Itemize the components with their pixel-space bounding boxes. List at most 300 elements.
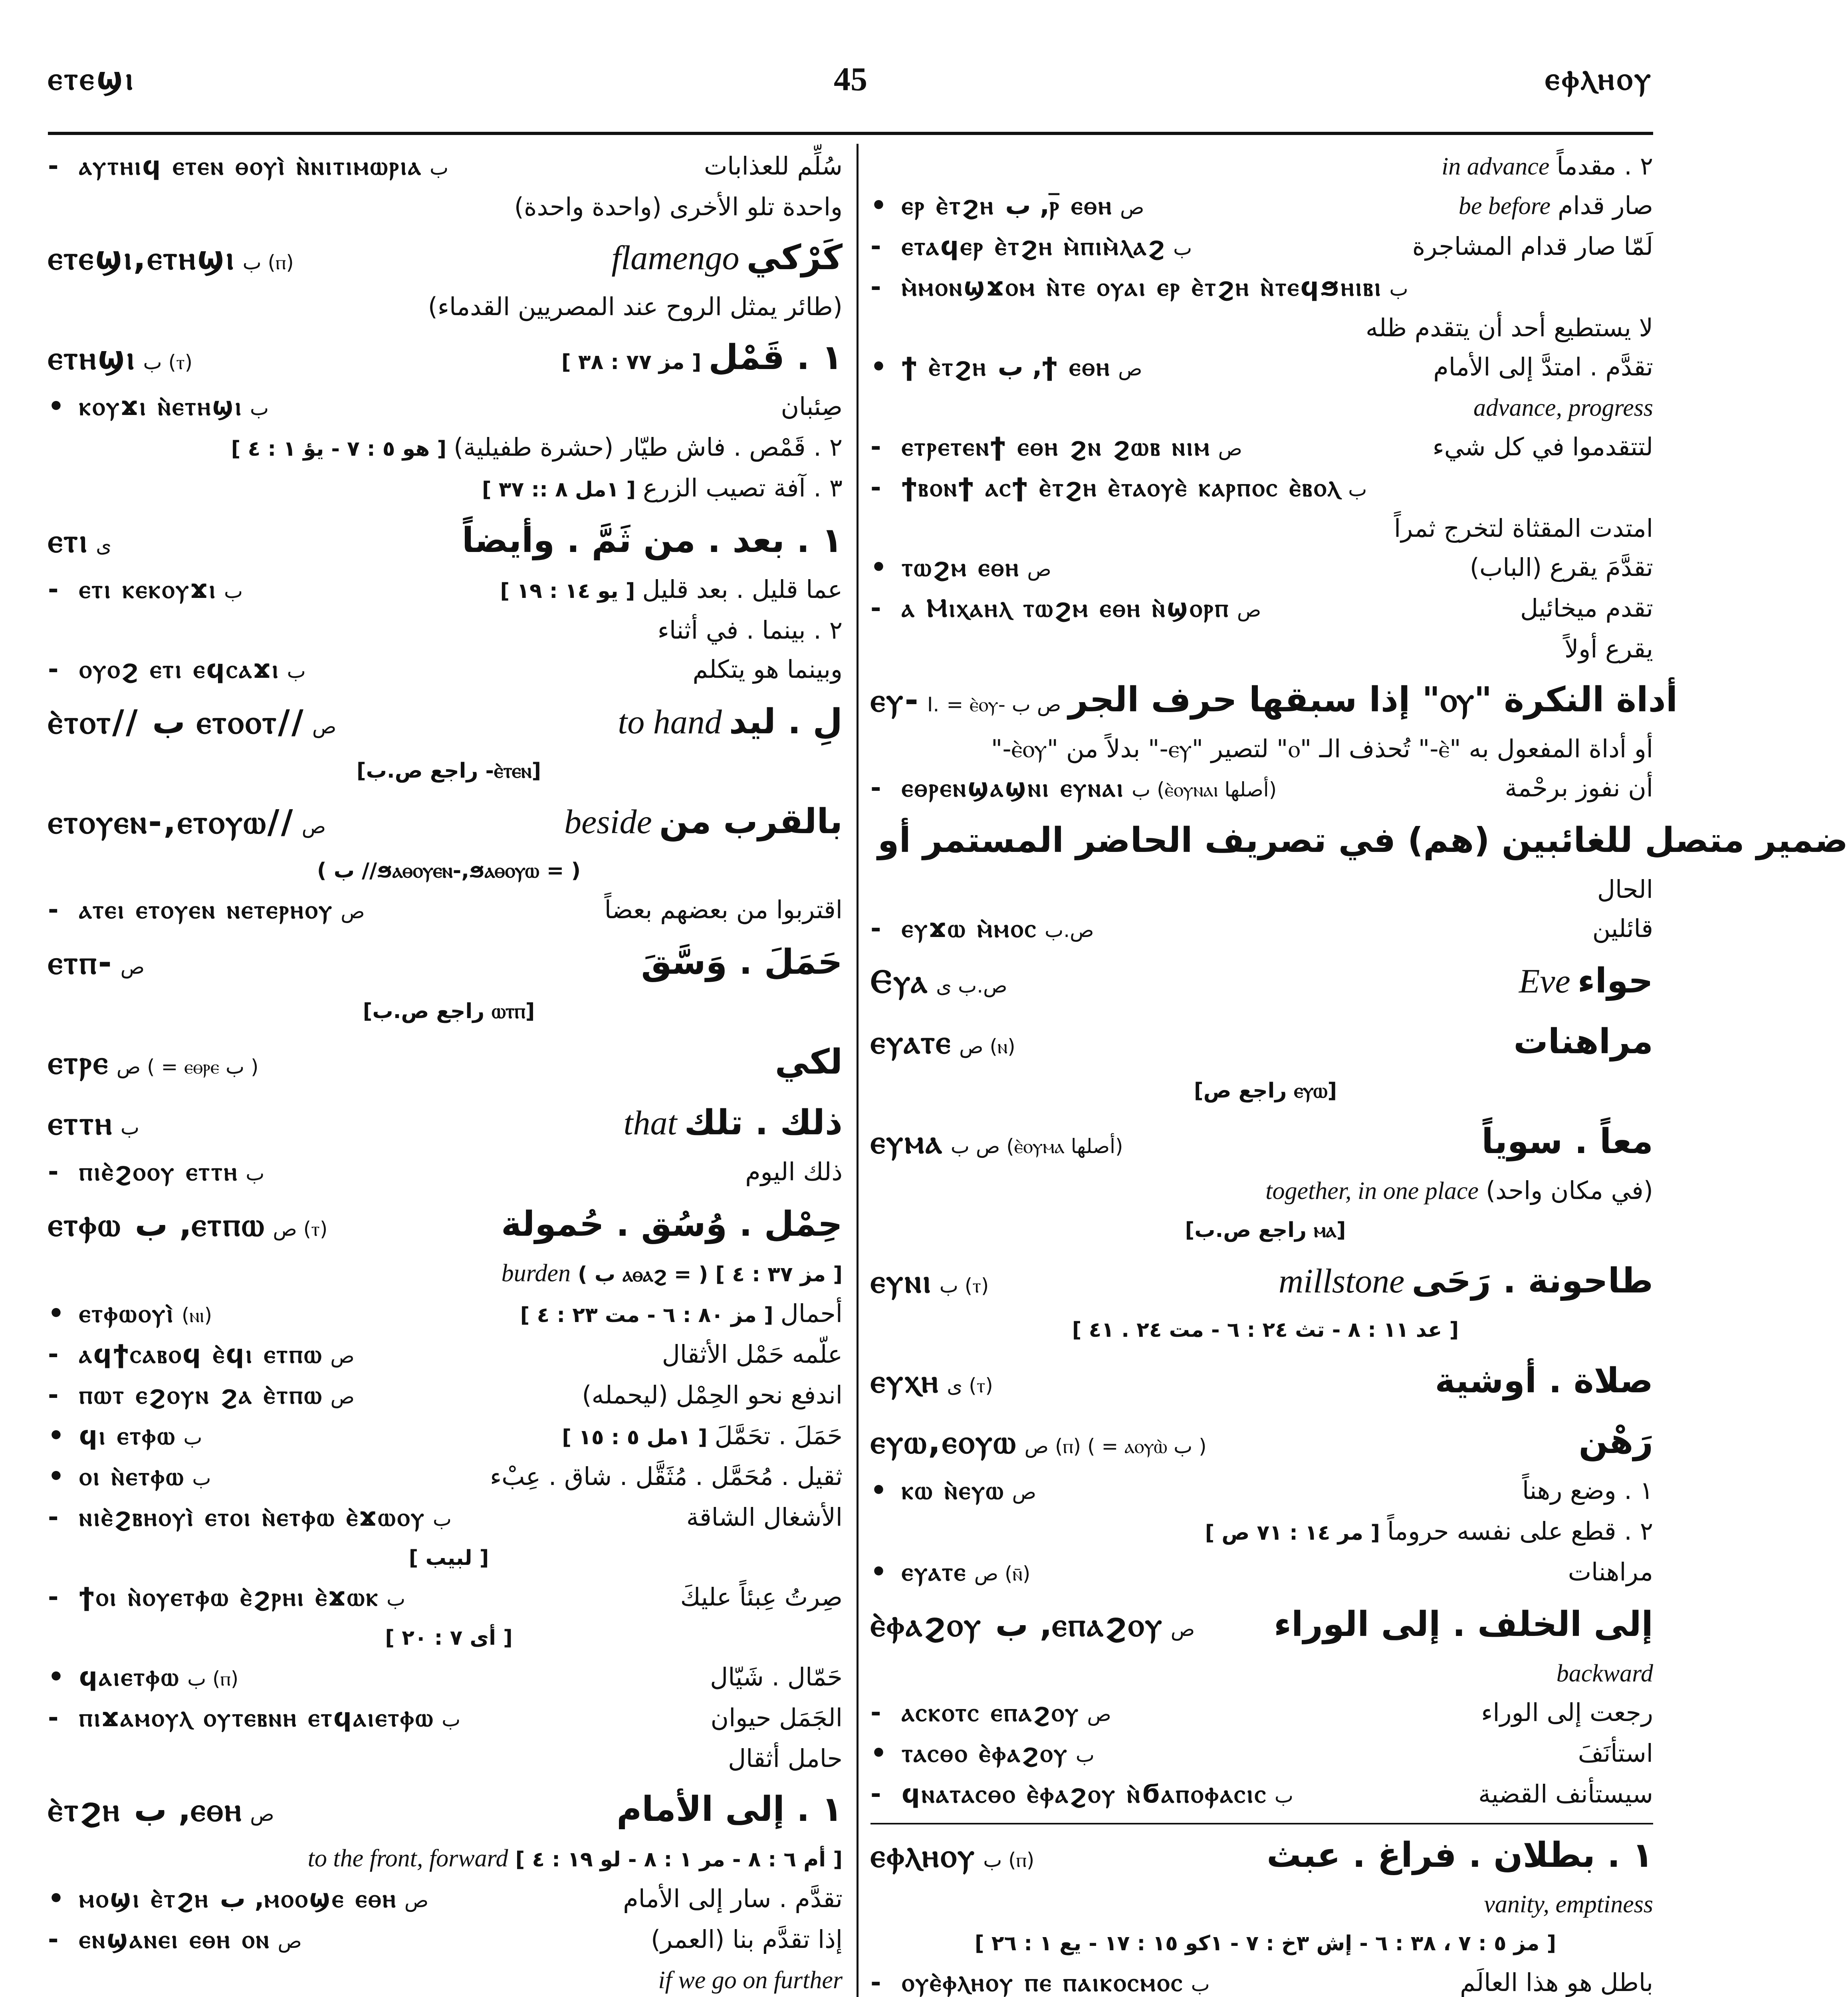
bullet-dot-icon: • — [48, 1421, 64, 1451]
line-left-part — [870, 1358, 993, 1409]
entry-sub-line — [870, 549, 1653, 588]
line-right-part — [605, 891, 843, 928]
line-left-part — [870, 677, 1061, 728]
line-left-part — [48, 651, 306, 689]
line-left-part — [48, 1699, 460, 1738]
english-gloss: in advance — [1442, 153, 1550, 180]
coptic-headword: ⲉⲩⲁⲧⲉ — [870, 1023, 952, 1061]
arabic-gloss: الحال — [1597, 875, 1653, 904]
entry-sub-line — [48, 1417, 843, 1456]
arabic-gloss: ٢ . مقدماً — [1557, 151, 1653, 181]
coptic-headword: ⲉ̀ⲫⲁϩⲟⲩ ب ,ⲉⲡⲁϩⲟⲩ — [870, 1606, 1164, 1644]
dialect-tag: ب (ⲉ̀ⲟⲩⲛⲁⲓ أصلها) — [1132, 778, 1277, 801]
coptic-phrase: ϥⲓ ⲉⲧⲫⲱ — [79, 1421, 176, 1451]
dictionary-entry — [48, 148, 843, 225]
coptic-headword: ⲉⲧⲉϣⲓ,ⲉⲧⲏϣⲓ — [48, 239, 236, 277]
arabic-gloss: ذلك . تلك — [684, 1103, 843, 1143]
entry-headword-line — [870, 1418, 1653, 1470]
entry-headword-line — [870, 1357, 1653, 1409]
english-gloss: that — [623, 1104, 677, 1142]
bullet-dash-icon: - — [870, 232, 881, 261]
coptic-headword: ⲉⲩⲙⲁ — [870, 1123, 944, 1161]
coptic-headword: ⲉ̀ⲧϩⲏ ب ,ⲉⲑⲏ — [48, 1791, 243, 1829]
arabic-gloss: ١ . بعد . من ثَمَّ . وأيضاً — [462, 520, 843, 560]
line-right-part — [1597, 871, 1653, 908]
line-left-part — [48, 148, 448, 186]
coptic-phrase: ⲙ̀ⲙⲟⲛϣϫⲟⲙ ⲛ̀ⲧⲉ ⲟⲩⲁⲓ ⲉⲣ ⲉ̀ⲧϩⲏ ⲛ̀ⲧⲉϥϧⲏⲓⲃⲓ — [902, 272, 1382, 302]
dictionary-entry — [48, 1038, 843, 1090]
arabic-gloss: تقدَّم . امتدَّ إلى الأمام — [1433, 352, 1653, 381]
scripture-reference: [ أى ٧ : ٢٠ ] — [385, 1626, 513, 1650]
arabic-gloss: أو أداة المفعول به "ⲉ̀-" تُحذف الـ "ⲟ" لتصير "ⲉⲩ-" بدلاً من "ⲉ̀ⲟⲩ-" — [991, 734, 1653, 763]
coptic-headword: ⲉ̀ⲧⲟⲧ// ب ⲉⲧⲟⲟⲧ// — [48, 703, 305, 741]
bullet-dot-icon: • — [870, 1476, 887, 1505]
line-right-part — [1433, 349, 1653, 385]
english-gloss: Eve — [1519, 962, 1570, 1000]
line-right-part — [1484, 1886, 1653, 1923]
dialect-tag: (ⲛⲓ) — [181, 1304, 212, 1327]
entry-sub-line — [870, 469, 1653, 508]
bullet-dash-icon: - — [48, 1703, 59, 1733]
line-left-part — [48, 1417, 202, 1456]
entry-sub-line — [48, 1620, 843, 1656]
entry-sub-line — [48, 1840, 843, 1878]
line-left-part — [870, 1419, 1207, 1470]
line-left-part — [870, 1694, 1111, 1733]
arabic-gloss: تقدَّمَ يقرع (الباب) — [1469, 553, 1653, 582]
dialect-tag: ب — [432, 1507, 452, 1531]
line-right-part — [363, 993, 535, 1030]
line-right-part — [1481, 1694, 1653, 1731]
coptic-phrase: ⲕⲟⲩϫⲓ ⲛ̀ⲉⲧⲏϣⲓ — [79, 392, 243, 421]
coptic-phrase: ⲉⲣ ⲉ̀ⲧϩⲏ ب ,ⲣ̅ ⲉⲑⲏ — [902, 191, 1113, 220]
english-gloss: burden — [501, 1260, 571, 1287]
arabic-gloss: لَمّا صار قدام المشاجرة — [1412, 232, 1653, 261]
line-left-part — [48, 1579, 405, 1617]
line-right-part — [1072, 1312, 1459, 1348]
line-right-part — [409, 1540, 489, 1576]
arabic-gloss: كَرْكي — [746, 238, 843, 278]
dialect-tag: ب — [183, 1426, 202, 1449]
arabic-gloss: سيستأنف القضية — [1478, 1779, 1653, 1808]
dictionary-entry — [48, 698, 843, 789]
coptic-phrase: ϯⲃⲟⲛϯ ⲁⲥϯ ⲉ̀ⲧϩⲏ ⲉ̀ⲧⲁⲟⲩⲉ̀ ⲕⲁⲣⲡⲟⲥ ⲉ̀ⲃⲟⲗ — [902, 473, 1341, 502]
entry-sub-line — [48, 189, 843, 225]
arabic-gloss: يقرع أولاً — [1564, 634, 1653, 663]
line-left-part — [870, 770, 1277, 808]
line-right-part — [1433, 429, 1653, 465]
entry-sub-line — [870, 1472, 1653, 1511]
entry-sub-line — [48, 1255, 843, 1293]
bullet-dot-icon: • — [870, 1739, 887, 1768]
scripture-reference: [ ١مل ٨ :: ٣٧ ] — [482, 478, 636, 502]
entry-sub-line — [870, 148, 1653, 185]
entry-sub-line — [870, 1964, 1653, 1997]
coptic-phrase: ⲉⲧⲣⲉⲧⲉⲛϯ ⲉⲑⲏ ϩⲛ ϩⲱⲃ ⲛⲓⲙ — [902, 432, 1211, 462]
line-right-part — [385, 1620, 513, 1656]
line-left-part — [48, 939, 145, 991]
line-left-part — [870, 469, 1367, 508]
entry-sub-line — [48, 1579, 843, 1617]
line-left-part — [48, 891, 365, 930]
coptic-headword: ⲉⲧⲣⲉ — [48, 1044, 109, 1082]
line-right-part — [704, 148, 843, 185]
coptic-headword: ⲉⲧⲓ — [48, 522, 89, 560]
line-left-part — [870, 958, 1007, 1009]
scripture-reference: [ عد ١١ : ٨ - تث ٢٤ : ٦ - مت ٢٤ . ٤١ ] — [1072, 1318, 1459, 1342]
line-right-part — [1473, 389, 1653, 426]
entry-sub-line — [870, 1554, 1653, 1592]
line-left-part — [870, 269, 1408, 307]
entry-sub-line — [48, 1540, 843, 1576]
dialect-tag: ب (ⲡ) — [983, 1848, 1035, 1872]
bullet-dash-icon: - — [870, 272, 881, 302]
entry-sub-line — [48, 1153, 843, 1192]
entry-sub-line — [48, 1740, 843, 1777]
arabic-gloss: أداة النكرة "ⲟⲩ" إذا سبقها حرف الجر — [1068, 680, 1678, 720]
arabic-gloss: مراهنات — [1568, 1557, 1653, 1586]
line-right-part — [686, 1499, 843, 1536]
line-right-part — [1578, 1418, 1653, 1465]
line-right-part — [520, 1295, 843, 1334]
dialect-tag: ص — [330, 1385, 355, 1408]
entry-headword-line — [870, 1118, 1653, 1170]
dialect-tag: ص ب (ⲉ̀ⲟⲩⲙⲁ أصلها) — [950, 1135, 1123, 1158]
entry-sub-line — [870, 228, 1653, 266]
arabic-gloss: تقدم ميخائيل — [1520, 594, 1653, 623]
arabic-gloss: اندفع نحو الحِمْل (ليحمله) — [582, 1380, 843, 1409]
coptic-phrase: ⲡⲱⲧ ⲉϩⲟⲩⲛ ϩⲁ ⲉ̀ⲧⲡⲱ — [79, 1380, 323, 1410]
arabic-gloss: ١ . بطلان . فراغ . عبث — [1267, 1835, 1653, 1875]
entry-sub-line — [48, 1962, 843, 1997]
entry-sub-line — [48, 612, 843, 649]
line-left-part — [48, 388, 269, 427]
line-right-part — [775, 1038, 843, 1086]
page-header — [48, 60, 1653, 124]
entry-sub-line — [48, 1880, 843, 1919]
entry-sub-line — [870, 1735, 1653, 1773]
line-left-part — [870, 1602, 1195, 1653]
dialect-tag: ب — [387, 1587, 406, 1610]
line-right-part — [1459, 187, 1653, 224]
line-left-part — [870, 349, 1142, 387]
dialect-tag: ب — [224, 580, 243, 603]
line-left-part — [870, 1019, 1015, 1070]
line-left-part — [48, 1295, 212, 1334]
entry-sub-line — [48, 1377, 843, 1415]
line-right-part — [231, 429, 843, 467]
arabic-gloss: صِئبان — [781, 392, 843, 421]
english-gloss: to the front, forward — [307, 1845, 508, 1872]
scripture-reference: [ مز ٥ : ٧ ، ٣٨ : ٦ - إش ٣خ : ٧ - ١كو ١٥ : ١٧ - يع ١ : ٢٦ ] — [974, 1931, 1557, 1955]
english-gloss: be before — [1458, 193, 1551, 220]
dialect-tag: ص — [312, 715, 337, 738]
dialect-tag: ص — [120, 955, 145, 979]
line-right-part — [562, 1417, 843, 1456]
line-right-part — [1366, 310, 1653, 346]
entry-sub-line — [48, 1659, 843, 1697]
header-left-guideword: ⲉⲧⲉϣⲓ — [48, 60, 136, 97]
coptic-headword: ⲉⲩ- — [870, 681, 920, 719]
line-left-part — [48, 1458, 211, 1497]
dictionary-entry — [870, 1257, 1653, 1348]
entry-sub-line — [870, 389, 1653, 426]
line-right-part — [1205, 1513, 1653, 1551]
bullet-dash-icon: - — [870, 1698, 881, 1727]
coptic-phrase: ⲁⲩⲧⲏⲓϥ ⲉⲧⲉⲛ ⲑⲟⲩⲓ̀ ⲛ̀ⲛⲓⲧⲓⲙⲱⲣⲓⲁ — [79, 151, 422, 181]
line-right-part — [1394, 510, 1653, 547]
arabic-gloss: معاً . سوياً — [1481, 1122, 1653, 1161]
dialect-tag: ص — [250, 1802, 274, 1826]
entry-headword-line — [48, 517, 843, 569]
line-right-part — [502, 1255, 843, 1293]
arabic-gloss: أحمال — [780, 1299, 843, 1328]
line-left-part — [870, 1832, 1034, 1884]
line-right-part — [500, 571, 843, 609]
dialect-tag: ص.ب — [1045, 919, 1094, 942]
dictionary-entry — [870, 1357, 1653, 1409]
line-right-part — [1265, 1172, 1653, 1209]
dictionary-entry — [48, 798, 843, 930]
bullet-dash-icon: - — [48, 1503, 59, 1532]
entry-sub-line — [870, 770, 1653, 808]
coptic-phrase: ⲟⲩⲉ̀ⲫⲗⲏⲟⲩ ⲡⲉ ⲡⲁⲓⲕⲟⲥⲙⲟⲥ — [902, 1968, 1184, 1997]
dialect-tag: ص — [330, 1344, 355, 1368]
english-gloss: backward — [1556, 1660, 1653, 1687]
line-right-part — [991, 731, 1653, 767]
coptic-headword: ⲉⲧⲟⲩⲉⲛ-,ⲉⲧⲟⲩⲱ// — [48, 803, 295, 841]
line-left-part — [870, 1735, 1095, 1773]
dictionary-entry — [48, 939, 843, 1030]
bullet-dot-icon: • — [870, 352, 887, 382]
entry-sub-line — [48, 470, 843, 508]
bullet-dot-icon: • — [870, 1557, 887, 1587]
entry-sub-line — [870, 631, 1653, 667]
line-right-part — [1460, 1964, 1653, 1997]
line-left-part — [870, 549, 1051, 588]
entry-sub-line — [48, 288, 843, 325]
line-right-part — [1513, 1018, 1653, 1065]
arabic-gloss: حِمْل . وُسُق . حُمولة — [501, 1204, 843, 1244]
coptic-phrase: ⲛⲓⲉ̀ϩⲃⲏⲟⲩⲓ̀ ⲉⲧⲟⲓ ⲛ̀ⲉⲧⲫⲱ ⲉ̀ϫⲱⲟⲩ — [79, 1503, 426, 1532]
line-right-part — [781, 388, 843, 425]
scripture-reference: [ ١مل ٥ : ١٥ ] — [562, 1425, 708, 1449]
dialect-tag: ب — [442, 1708, 461, 1731]
dictionary-entry — [870, 1418, 1653, 1592]
arabic-gloss: صلاة . أوشية — [1435, 1361, 1653, 1401]
entry-sub-line — [48, 651, 843, 689]
bullet-dash-icon: - — [870, 914, 881, 943]
right-column — [870, 148, 1848, 1997]
dialect-tag: ص (ⲛ) — [959, 1035, 1015, 1058]
arabic-gloss: وبينما هو يتكلم — [692, 655, 843, 684]
line-left-part — [48, 518, 111, 569]
dictionary-entry — [870, 1118, 1653, 1249]
dictionary-entry — [48, 1201, 843, 1777]
line-right-part — [1522, 1472, 1653, 1509]
dialect-tag: ص — [1120, 196, 1144, 219]
entry-headword-line — [870, 1257, 1653, 1309]
entry-sub-line — [48, 429, 843, 467]
arabic-gloss: تقدَّم . سار إلى الأمام — [623, 1884, 843, 1913]
coptic-phrase: ⲉⲛϣⲁⲛⲉⲓ ⲉⲑⲏ ⲟⲛ — [79, 1925, 271, 1954]
bullet-dash-icon: - — [870, 473, 881, 502]
entry-headword-line — [48, 1201, 843, 1253]
entry-sub-line — [48, 148, 843, 186]
arabic-gloss: ذلك اليوم — [745, 1157, 843, 1186]
page-number: 45 — [834, 61, 867, 98]
bullet-dash-icon: - — [48, 1380, 59, 1410]
dialect-tag: ص — [278, 1930, 302, 1953]
scripture-reference: [ أم ٦ : ٨ - مر ١ : ٨ - لو ١٩ : ٤ ] — [515, 1848, 843, 1872]
coptic-headword: Ⲉⲩⲁ — [870, 963, 929, 1000]
scripture-reference: [ⲉ̀ⲧⲉⲛ- راجع ص.ب] — [356, 759, 541, 783]
entry-headword-line — [48, 1038, 843, 1090]
header-rule — [48, 132, 1653, 135]
coptic-phrase: ⲉⲧⲫⲱⲟⲩⲓ̀ — [79, 1299, 174, 1328]
line-right-part — [658, 612, 843, 649]
english-gloss: advance, progress — [1473, 394, 1653, 421]
arabic-gloss: رجعت إلى الوراء — [1481, 1698, 1653, 1727]
entry-sub-line — [48, 852, 843, 889]
dialect-tag: ص ( = ⲉⲑⲣⲉ ب ) — [116, 1055, 259, 1078]
scripture-reference: [ مز ٣٧ : ٤ ] ( = ⲁⲑⲁϩ ب ) — [577, 1263, 843, 1286]
line-right-part — [482, 470, 843, 508]
coptic-phrase: ϥⲁⲓⲉⲧⲫⲱ — [79, 1662, 180, 1692]
dialect-tag: ب — [1348, 478, 1367, 501]
line-left-part — [48, 1039, 258, 1090]
coptic-phrase: ⲁⲥⲕⲟⲧⲥ ⲉⲡⲁϩⲟⲩ — [902, 1698, 1080, 1727]
left-column — [48, 148, 843, 1997]
coptic-phrase: ⲡⲓϫⲁⲙⲟⲩⲗ ⲟⲩⲧⲉⲃⲛⲏ ⲉⲧϥⲁⲓⲉⲧⲫⲱ — [79, 1703, 435, 1733]
line-right-part — [624, 1099, 843, 1146]
line-left-part — [870, 228, 1192, 266]
line-right-part — [1068, 676, 1677, 723]
entry-headword-line — [870, 1018, 1653, 1070]
line-left-part — [870, 1119, 1123, 1170]
line-right-part — [711, 1699, 843, 1736]
entry-sub-line — [48, 1921, 843, 1959]
line-right-part — [462, 517, 843, 564]
dialect-tag: ب — [287, 659, 306, 683]
arabic-gloss: عما قليل . بعد قليل — [642, 575, 843, 604]
line-right-part — [618, 698, 843, 745]
line-left-part — [870, 187, 1144, 226]
line-right-part — [975, 1925, 1556, 1962]
line-left-part — [48, 1659, 238, 1697]
line-left-part — [48, 235, 294, 286]
arabic-gloss: ١ . إلى الأمام — [617, 1789, 843, 1829]
dialect-tag: = ⲉ̀ⲟⲩ- ص ب — [946, 693, 1061, 716]
dictionary-entry — [48, 517, 843, 689]
bullet-dot-icon: • — [48, 1462, 64, 1491]
coptic-phrase: ⲡⲓⲉ̀ϩⲟⲟⲩ ⲉⲧⲧⲏ — [79, 1157, 239, 1187]
scripture-reference: [ مز ٨٠ : ٦ - مت ٢٣ : ٤ ] — [520, 1303, 773, 1327]
line-right-part — [317, 852, 581, 889]
entry-sub-line — [870, 1312, 1653, 1348]
line-right-part — [641, 939, 843, 986]
dictionary-entry — [870, 148, 1653, 667]
entry-headword-line — [870, 957, 1653, 1009]
arabic-gloss: الأشغال الشاقة — [686, 1503, 843, 1532]
arabic-gloss: صِرتُ عِبئاً عليكَ — [680, 1582, 843, 1612]
entry-sub-line — [870, 187, 1653, 226]
scripture-reference: [ⲉⲩⲱ راجع ص] — [1194, 1079, 1337, 1103]
dialect-tag: ص — [404, 1889, 429, 1912]
arabic-gloss: ثقيل . مُحَمَّل . مُثَقَّل . شاق . عِبْء — [490, 1462, 843, 1491]
english-gloss: vanity, emptiness — [1484, 1891, 1653, 1918]
entry-headword-line — [870, 1832, 1653, 1884]
entry-headword-line — [48, 1786, 843, 1838]
arabic-gloss: قائلين — [1592, 914, 1653, 943]
coptic-phrase: ⲉⲑⲣⲉⲛϣⲁϣⲛⲓ ⲉⲩⲛⲁⲓ — [902, 773, 1125, 803]
entry-sub-line — [48, 752, 843, 789]
english-gloss: together, in one place — [1265, 1177, 1479, 1205]
entry-sub-line — [870, 1072, 1653, 1109]
dialect-tag: ى (ⲧ) — [947, 1374, 993, 1397]
scripture-reference: [ مز ٧٧ : ٣٨ ] — [561, 350, 702, 374]
line-right-part — [1478, 1776, 1653, 1812]
line-right-part — [1520, 590, 1653, 627]
arabic-gloss: حَمَلَ . تحَمَّلَ — [714, 1421, 843, 1450]
dialect-tag: ب — [250, 397, 269, 420]
scripture-reference: [ مر ١٤ : ٧١ ص ] — [1205, 1521, 1380, 1545]
dialect-tag: ص (ⲡ) ( = ⲁⲟⲩⲱ̀ ب ) — [1024, 1435, 1207, 1458]
coptic-phrase: ⲟⲓ ⲛ̀ⲉⲧⲫⲱ — [79, 1462, 185, 1491]
dialect-tag: ب — [246, 1162, 265, 1185]
bullet-dash-icon: - — [48, 1925, 59, 1954]
line-left-part — [870, 1964, 1210, 1997]
arabic-gloss: سُلِّم للعذابات — [704, 151, 843, 181]
line-right-part — [490, 1458, 843, 1495]
line-right-part — [651, 1921, 843, 1958]
line-right-part — [1412, 228, 1653, 265]
bullet-dash-icon: - — [48, 575, 59, 604]
entry-sub-line — [48, 993, 843, 1030]
coptic-phrase: ⲕⲱ ⲛ̀ⲉⲩⲱ — [902, 1476, 1005, 1505]
entry-sub-line — [870, 1925, 1653, 1962]
bullet-dot-icon: • — [48, 1662, 64, 1692]
line-right-part — [611, 234, 843, 281]
arabic-gloss: حواء — [1577, 961, 1653, 1001]
english-gloss: millstone — [1278, 1262, 1405, 1300]
arabic-gloss: اقتربوا من بعضهم بعضاً — [604, 895, 843, 924]
arabic-gloss: لتتقدموا في كل شيء — [1432, 432, 1653, 461]
entry-headword-line — [870, 817, 1848, 869]
coptic-headword: ⲉⲩⲛⲓ — [870, 1263, 932, 1300]
arabic-gloss: ١ . قَمْل — [708, 337, 843, 377]
arabic-gloss: لِ . ليد — [729, 702, 843, 742]
entry-sub-line — [870, 1172, 1653, 1209]
dialect-tag: ص — [1218, 437, 1242, 460]
arabic-gloss: ٢ . بينما . في أثناء — [657, 615, 843, 645]
bullet-dash-icon: - — [870, 1779, 881, 1809]
entry-sub-line — [870, 871, 1653, 908]
line-right-part — [428, 288, 843, 325]
scripture-reference: [ⲙⲁ راجع ص.ب] — [1185, 1218, 1346, 1242]
arabic-gloss: علّمه حَمْل الأثقال — [662, 1340, 843, 1369]
dialect-tag: ب — [1389, 277, 1408, 300]
entry-sub-line — [870, 269, 1653, 307]
dialect-tag: ص — [1027, 558, 1051, 581]
line-right-part — [1557, 1655, 1653, 1692]
line-left-part — [870, 910, 1094, 949]
column-divider — [857, 144, 859, 1997]
line-right-part — [1568, 1554, 1653, 1590]
arabic-gloss: ١ . وضع رهناً — [1522, 1476, 1653, 1505]
arabic-gloss: استأنَفَ — [1578, 1739, 1653, 1768]
bullet-dash-icon: - — [870, 432, 881, 462]
